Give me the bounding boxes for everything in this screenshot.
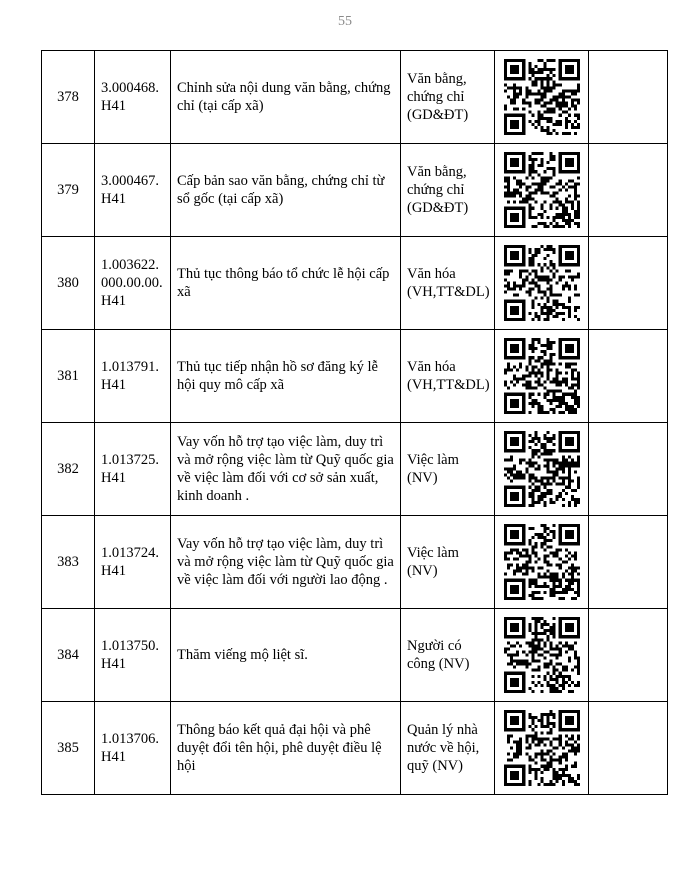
note-cell [589,609,668,702]
table-row [42,516,668,609]
row-number: 379 [42,144,95,237]
procedure-name: Thủ tục tiếp nhận hồ sơ đăng ký lễ hội quy mô cấp xã [171,330,401,423]
procedure-code: 1.013706.H41 [95,702,171,795]
qr-code-icon [504,431,580,507]
table-row [42,330,668,423]
qr-code-icon [504,59,580,135]
row-number: 383 [42,516,95,609]
qr-code-icon [504,524,580,600]
procedure-field: Việc làm (NV) [401,423,495,516]
note-cell [589,51,668,144]
procedure-code: 1.003622.000.00.00.H41 [95,237,171,330]
row-number: 378 [42,51,95,144]
qr-code-icon [504,710,580,786]
qr-cell [495,516,589,609]
procedure-table [41,50,668,795]
row-number: 381 [42,330,95,423]
table-row [42,237,668,330]
procedure-name: Thăm viếng mộ liệt sĩ. [171,609,401,702]
procedure-field: Quản lý nhà nước về hội, quỹ (NV) [401,702,495,795]
qr-code-icon [504,617,580,693]
table-row [42,609,668,702]
qr-code-icon [504,152,580,228]
procedure-code: 1.013725.H41 [95,423,171,516]
row-number: 385 [42,702,95,795]
qr-cell [495,702,589,795]
row-number: 380 [42,237,95,330]
procedure-field: Văn hóa (VH,TT&DL) [401,330,495,423]
procedure-code: 1.013791.H41 [95,330,171,423]
qr-cell [495,423,589,516]
qr-cell [495,330,589,423]
qr-cell [495,144,589,237]
row-number: 384 [42,609,95,702]
procedure-field: Văn bằng, chứng chỉ (GD&ĐT) [401,144,495,237]
procedure-name: Chỉnh sửa nội dung văn bằng, chứng chỉ (tại cấp xã) [171,51,401,144]
procedure-code: 1.013750.H41 [95,609,171,702]
table-row [42,144,668,237]
procedure-code: 1.013724.H41 [95,516,171,609]
qr-code-icon [504,338,580,414]
procedure-field: Văn hóa (VH,TT&DL) [401,237,495,330]
table-row [42,423,668,516]
table-row [42,702,668,795]
note-cell [589,423,668,516]
qr-cell [495,51,589,144]
qr-cell [495,237,589,330]
procedure-name: Thông báo kết quả đại hội và phê duyệt đổi tên hội, phê duyệt điều lệ hội [171,702,401,795]
table-row [42,51,668,144]
procedure-code: 3.000467.H41 [95,144,171,237]
qr-code-icon [504,245,580,321]
note-cell [589,330,668,423]
procedure-field: Người có công (NV) [401,609,495,702]
procedure-name: Vay vốn hỗ trợ tạo việc làm, duy trì và mở rộng việc làm từ Quỹ quốc gia về việc làm đối với cơ sở sản xuất, kinh doanh . [171,423,401,516]
procedure-name: Thủ tục thông báo tổ chức lễ hội cấp xã [171,237,401,330]
qr-cell [495,609,589,702]
procedure-field: Việc làm (NV) [401,516,495,609]
page-number: 55 [338,14,352,29]
row-number: 382 [42,423,95,516]
procedure-field: Văn bằng, chứng chỉ (GD&ĐT) [401,51,495,144]
note-cell [589,237,668,330]
procedure-name: Vay vốn hỗ trợ tạo việc làm, duy trì và mở rộng việc làm từ Quỹ quốc gia về việc làm đối với người lao động . [171,516,401,609]
note-cell [589,702,668,795]
note-cell [589,144,668,237]
note-cell [589,516,668,609]
procedure-name: Cấp bản sao văn bằng, chứng chỉ từ sổ gốc (tại cấp xã) [171,144,401,237]
procedure-code: 3.000468.H41 [95,51,171,144]
